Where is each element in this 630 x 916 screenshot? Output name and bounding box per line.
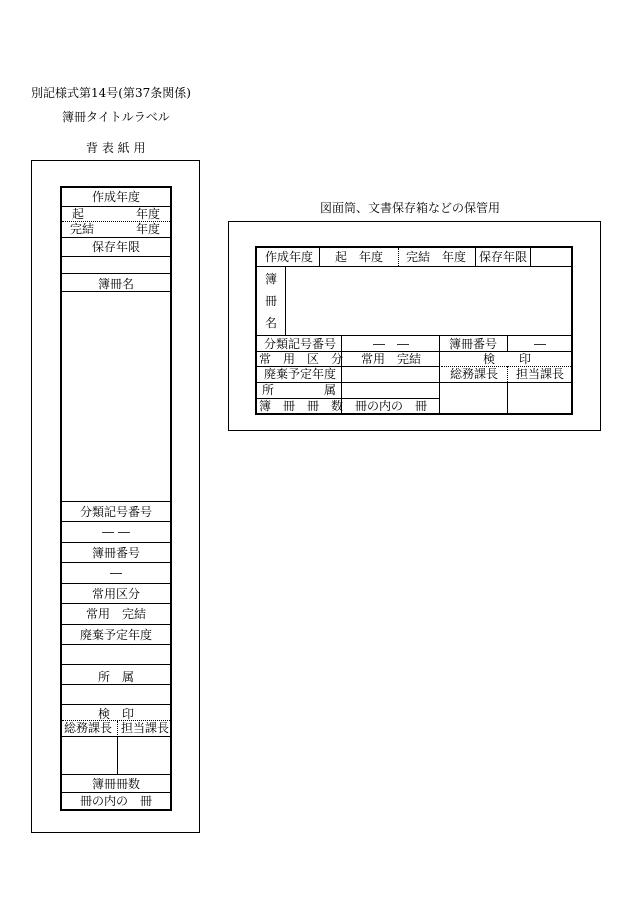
box-department-left: 所 — [261, 383, 274, 397]
spine-disposal-year-value — [62, 644, 170, 665]
box-department-right: 属 — [323, 383, 336, 397]
spine-approvers-row — [62, 720, 170, 737]
spine-usage-values: 常用 完結 — [62, 603, 170, 627]
spine-year-1: 年度 — [135, 207, 160, 221]
box-ledger-name-divider — [285, 266, 286, 336]
spine-department-value — [62, 684, 170, 705]
box-inspection: 検 印 — [482, 352, 531, 366]
spine-ledger-dash: ― — [62, 562, 170, 586]
box-completed-year: 完結 年度 — [405, 250, 466, 264]
box-usage-values: 常用 完結 — [360, 352, 421, 366]
box-col-divider-1 — [341, 335, 342, 413]
box-label — [255, 246, 573, 415]
box-volume-of: 冊の内の 冊 — [354, 399, 427, 413]
box-ledger-dash: ― — [534, 337, 546, 351]
spine-volume-of: 冊の内の 冊 — [62, 792, 170, 811]
box-stamp-divider — [507, 382, 508, 413]
spine-caption: 背 表 紙 用 — [86, 141, 146, 155]
spine-ledger-name-area — [62, 291, 170, 502]
spine-class-number-label: 分類記号番号 — [62, 501, 170, 525]
spine-stamp-area — [62, 736, 170, 775]
box-general-affairs: 総務課長 — [449, 367, 498, 381]
box-start-year: 起 年度 — [334, 250, 383, 264]
spine-retention: 保存年限 — [62, 237, 170, 258]
box-divider-2 — [398, 248, 399, 266]
spine-approver-divider — [117, 721, 118, 737]
box-ledger-count: 簿 冊 冊 数 — [259, 399, 344, 413]
form-number: 別記様式第14号(第37条関係) — [31, 86, 191, 100]
spine-completed-label: 完結 — [70, 222, 95, 236]
spine-general-affairs: 総務課長 — [64, 721, 113, 735]
box-ledger-name-char-3: 名 — [264, 316, 277, 330]
box-ledger-number: 簿冊番号 — [448, 337, 497, 351]
spine-start-label: 起 — [72, 207, 85, 221]
spine-ledger-count-label: 簿冊冊数 — [62, 774, 170, 795]
spine-retention-value — [62, 256, 170, 274]
box-class-number: 分類記号番号 — [263, 337, 336, 351]
box-divider-1 — [319, 248, 320, 266]
spine-created-year: 作成年度 — [91, 190, 140, 204]
spine-usage-class-label: 常用区分 — [62, 583, 170, 607]
box-created-year: 作成年度 — [264, 250, 313, 264]
box-disposal-year: 廃棄予定年度 — [263, 367, 336, 381]
spine-start-row — [62, 206, 170, 222]
box-usage-class: 常 用 区 分 — [259, 352, 344, 366]
spine-in-charge: 担当課長 — [121, 721, 170, 735]
spine-ledger-name-label: 簿冊名 — [62, 273, 170, 297]
box-hline-5 — [257, 382, 571, 383]
spine-ledger-number-label: 簿冊番号 — [62, 542, 170, 566]
spine-disposal-year-label: 廃棄予定年度 — [62, 624, 170, 648]
box-ledger-name-char-2: 冊 — [264, 294, 277, 308]
box-divider-4 — [530, 248, 531, 266]
box-col-divider-2 — [439, 335, 440, 413]
spine-class-dashes: ― ― — [62, 521, 170, 545]
document-title: 簿冊タイトルラベル — [62, 110, 170, 124]
box-hline-1 — [257, 266, 571, 267]
box-ledger-name-char-1: 簿 — [264, 272, 277, 286]
box-caption: 図面筒、文書保存箱などの保管用 — [320, 201, 501, 215]
box-retention: 保存年限 — [478, 250, 527, 264]
spine-year-2: 年度 — [135, 222, 160, 236]
spine-completed-row — [62, 221, 170, 238]
box-in-charge: 担当課長 — [515, 367, 564, 381]
box-class-dashes: ― ― — [372, 337, 409, 351]
spine-label — [60, 186, 172, 811]
spine-stamp-divider — [117, 737, 118, 775]
box-col-divider-3 — [507, 335, 508, 351]
box-hline-2 — [257, 335, 571, 336]
spine-department-label: 所 属 — [62, 664, 170, 690]
spine-inspection-label: 検 印 — [62, 704, 170, 723]
